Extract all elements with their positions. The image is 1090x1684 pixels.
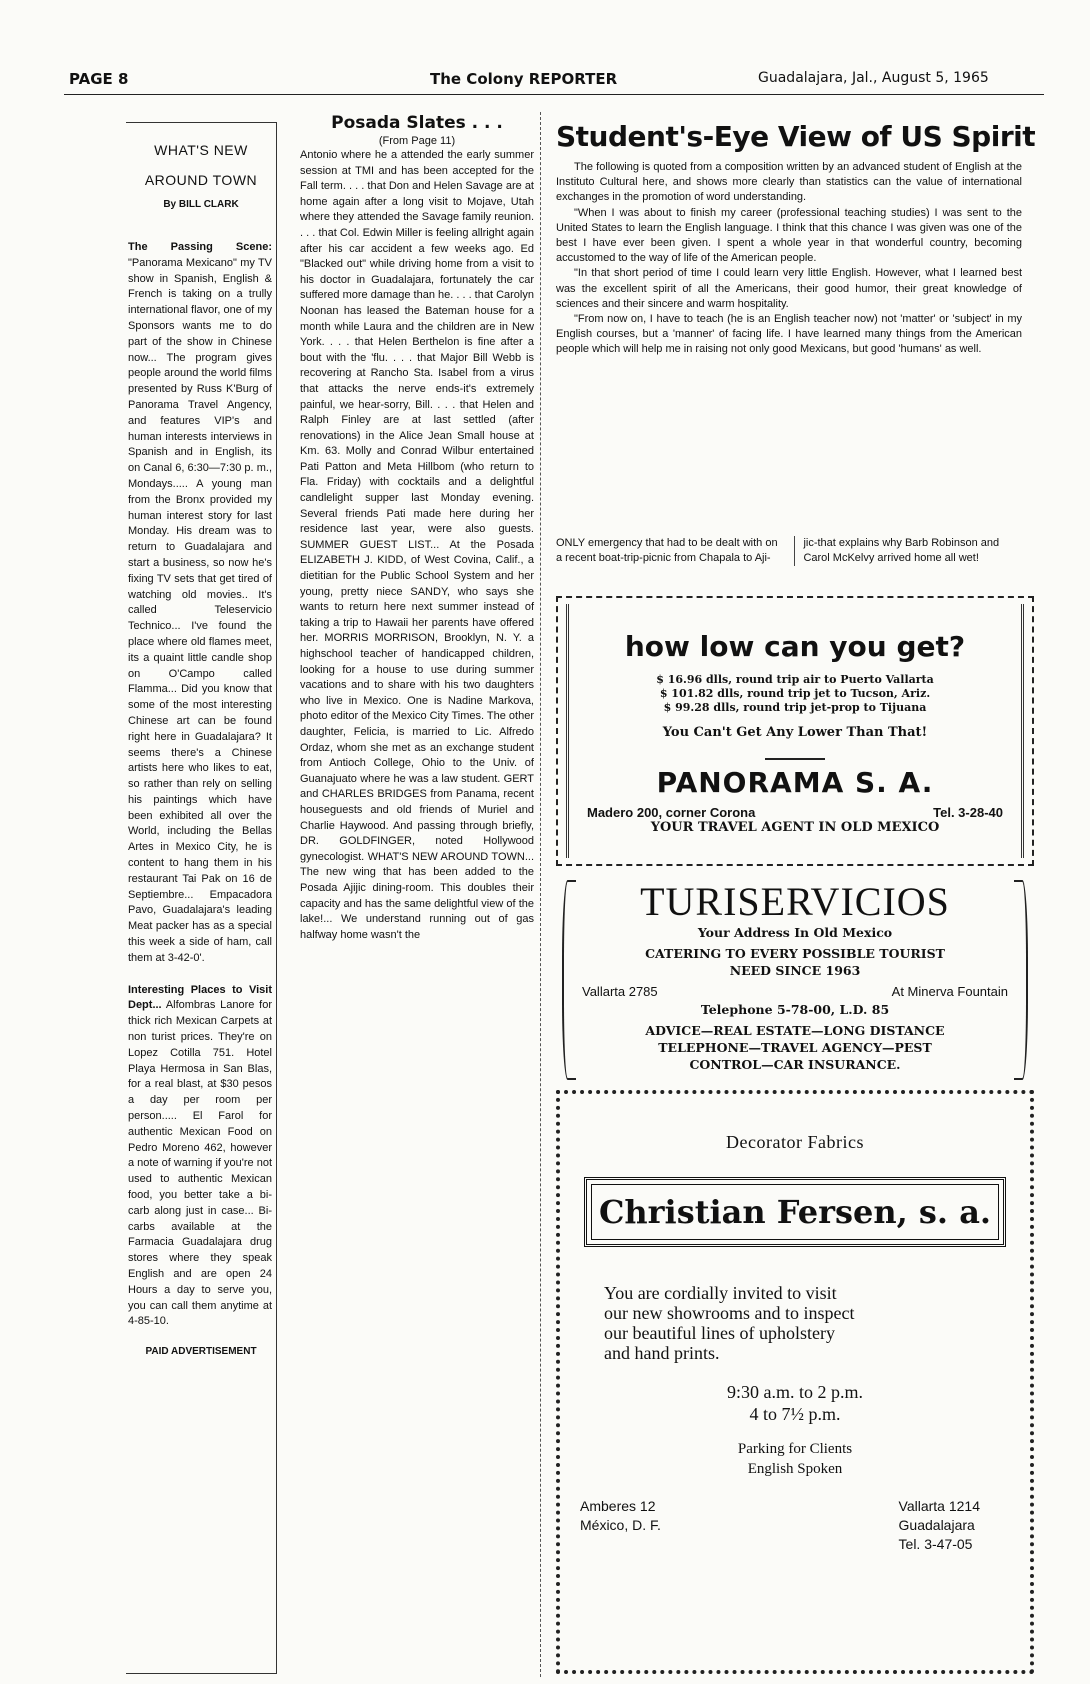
store-addresses: [560, 1497, 1030, 1554]
ad-headline: how low can you get?: [624, 630, 966, 663]
services-line: TELEPHONE—TRAVEL AGENCY—PEST: [658, 1040, 932, 1055]
byline: By BILL CLARK: [163, 199, 239, 210]
amenities: [560, 1439, 1030, 1479]
column-title-line1: WHAT'S NEW: [154, 142, 248, 158]
invitation-text: You are cordially invited to visit our new showrooms and to inspect our beautiful lines of upholstery and hand prints.: [604, 1283, 855, 1363]
company-address-row: [569, 799, 1021, 820]
catering-line: CATERING TO EVERY POSSIBLE TOURIST: [645, 946, 945, 961]
page-number: PAGE 8: [69, 70, 129, 88]
article-paragraph: "In that short period of time I could learn very little English. However, what I learned best was the excellent spirit of all the Americans, their good humor, their great knowledge of sciences and their sincere and warm hospitality.: [556, 267, 1022, 310]
services-line: CONTROL—CAR INSURANCE.: [689, 1057, 901, 1072]
article-body: Antonio where he a attended the early summer session at TMI and has been accepted for the Fall term. . . . that Don and Helen Savage are at home again after a long visit to Mojave, Utah where they attended the Savage family reunion. . . . that Col. Edwin Miller is feeling allright again after his car accident a few weeks ago. Ed "Blacked out" while driving home from a visit to his doctor in Guadalajara, fortunately the car suffered more damage than he. . . . that Carolyn Noonan has leased the Bateman house for a month while Laura and the children are in New York. . . . that Helen Berthelon is fine after a bout with the 'flu. . . . that Major Bill Webb is recovering at Rancho Sta. Isabel from a virus that attacks the nerve ends-it's extremely painful, we hear-sorry, Bill. . . . that Helen and Ralph Finley are at last settled (after renovations) in the Alice Jean Small house at Km. 63. Molly and Conrad Wilbur entertained Pati Patton and Meta Hillbom (who return to Fla. Friday) with cocktails and a delightful candlelight supper last Monday evening. Several friends Pati made here during her residence last year, were also guests. SUMMER GUEST LIST... At the Posada ELIZABETH J. KIDD, of West Covina, Calif., a dietitian for the Public School System and her young, pretty niece SANDY, who says she wants to return here next summer instead of taking a trip to Hawaii her parents have offered her. MORRIS MORRISON, Brooklyn, N. Y. a highschool teacher of handicapped children, looking for a house to use during summer vacations and to share with his two daughters who live in Mexico. One is Nadine Markova, photo editor of the Mexico City Times. The other daughter, Felicia, is married to Lic. Alfredo Ordaz, whom she met as an exchange student from Antioch College, Ohio to the Univ. of Guanajuato where he was a law student. GERT and CHARLES BRIDGES from Panama, recent houseguests and old friends of Muriel and Charlie Haywood. And passing through briefly, DR. GOLDFINGER, noted Hollywood gynecologist. WHAT'S NEW AROUND TOWN... The new wing that has been added to the Posada Ajijic dining-room. This doubles their capacity and has the same delightful view of the lake!... We understand running out of gas halfway home wasn't the: [300, 149, 534, 941]
services-line: ADVICE—REAL ESTATE—LONG DISTANCE: [645, 1023, 945, 1038]
guadalajara-address: [899, 1497, 980, 1554]
ad-category: Decorator Fabrics: [726, 1132, 864, 1152]
paragraph-lead: Interesting Places to Visit Dept...: [128, 983, 272, 1012]
brief-part-2: jic-that explains why Barb Robinson and Carol McKelvy arrived home all wet!: [803, 537, 1000, 564]
article-headline: Student's-Eye View of US Spirit: [556, 120, 1036, 153]
column-title: [126, 135, 276, 195]
ad-slogan: YOUR TRAVEL AGENT IN OLD MEXICO: [650, 820, 940, 835]
ad-border: [566, 604, 1024, 858]
price-line: $ 101.82 dlls, round trip jet to Tucson, Ariz.: [659, 687, 931, 700]
article-paragraph: "When I was about to finish my career (professional teaching studies) I was sent to the United States to learn the English language. I think that this chance I was given was one of the best I have ever been given. I spent a whole year in that wonderful country, becoming accustomed to the way of life of the American people.: [556, 206, 1022, 265]
turiservicios-ad: [562, 880, 1028, 1076]
header-rule: [64, 94, 1044, 95]
paragraph-text: "Panorama Mexicano" my TV show in Spanish, English & French is taking on a trully international flavor, one of my Sponsors wants me to do part of the show in Chinese now... The program gives people around the world films presented by Russ K'Burg of Panorama Travel Angency, and features VIP's and human interests interviews in Spanish and in English, its on Canal 6, 6:30—7:30 p. m., Mondays..... A young man from the Bronx provided my human interest story for last Monday. His dream was to return to Guadalajara and start a business, so now he's fixing TV sets that get tired of watching old movies.. It's called Teleservicio Technico... I've found the place where old flames meet, its a quaint little candle shop on O'Campo called Flamma... Did you know that some of the most interesting Chinese art can be found right here in Guadalajara? It seems there's a Chinese artists here who likes to eat, so rather than rely on selling his paintings which have been exhibited all over the World, including the Bellas Artes in Mexico City, he is content to hang them in his restaurant Tai Pak on 16 de Septiembre... Empacadora Pavo, Guadalajara's leading Meat packer has as a special this week a side of ham, call them at 3-42-0'.: [128, 256, 272, 964]
left-bracket: [562, 880, 576, 1080]
address-row: [562, 983, 1028, 1001]
company-name: TURISERVICIOS: [640, 879, 950, 924]
hours-line: 9:30 a.m. to 2 p.m.: [727, 1382, 863, 1402]
newspaper-name: The Colony REPORTER: [430, 70, 618, 88]
paragraph-text: Alfombras Lanore for thick rich Mexican Carpets at non turist prices. They're on Lopez Cotilla 751. Hotel Playa Hermosa in San Blas, for a real blast, at $30 pesos a day per room per person..... El Farol for authentic Mexican Food on Pedro Moreno 462, however a note of warning if you're not used to authentic Mexican food, you better take a bi-carb along just in case... Bi-carbs available at the Farmacia Guadalajara drug stores where they speak English and are open 24 Hours a day to serve you, you can call them anytime at 4-85-10.: [128, 999, 272, 1328]
paragraph-places: [126, 983, 276, 1331]
address-line: México, D. F.: [580, 1517, 661, 1533]
article-continuation: (From Page 11): [378, 135, 456, 147]
address-line: Vallarta 1214: [898, 1498, 980, 1514]
address-line: Amberes 12: [580, 1498, 656, 1514]
column-title-line2: AROUND TOWN: [144, 172, 258, 188]
language-note: English Spoken: [747, 1461, 843, 1477]
parking-note: Parking for Clients: [737, 1441, 853, 1457]
posada-slates-column: [300, 112, 541, 1677]
opening-hours: [560, 1381, 1030, 1425]
dateline: Guadalajara, Jal., August 5, 1965: [758, 70, 989, 86]
tagline: Your Address In Old Mexico: [697, 925, 893, 940]
article-intro: The following is quoted from a composition written by an advanced student of English at the Instituto Cultural here, and shows more clearly than statistics can the value of international exchanges in the promotion of word understanding.: [556, 161, 1022, 204]
mexico-city-address: [580, 1497, 661, 1554]
price-line: $ 99.28 dlls, round trip jet-prop to Tijuana: [663, 701, 927, 714]
price-line: $ 16.96 dlls, round trip air to Puerto Vallarta: [656, 673, 934, 686]
boat-trip-brief: [556, 536, 1022, 566]
hours-line: 4 to 7½ p.m.: [749, 1404, 841, 1424]
brief-part-1: ONLY emergency that had to be dealt with on a recent boat-trip-picnic from Chapala to Aji-: [556, 536, 795, 566]
panorama-ad: [556, 596, 1034, 866]
company-name-box: [584, 1177, 1006, 1247]
ad-tagline: You Can't Get Any Lower Than That!: [662, 725, 928, 740]
paragraph-passing-scene: [126, 240, 276, 967]
company-name: Christian Fersen, s. a.: [591, 1184, 999, 1240]
paragraph-lead: The Passing Scene:: [128, 241, 272, 253]
paid-advertisement-label: PAID ADVERTISEMENT: [145, 1346, 257, 1358]
student-article: [556, 160, 1022, 358]
since-line: NEED SINCE 1963: [729, 963, 861, 978]
article-paragraph: "From now on, I have to teach (he is an English teacher now) not 'matter' or 'subject' in my English courses, but a 'manner' of facing life. I have learned many things from the American people which will help me in raising not only good Mexicans, but good 'humans' as well.: [556, 313, 1022, 356]
phone: Tel. 3-28-40: [933, 805, 1003, 820]
article-title: Posada Slates . . .: [331, 113, 503, 133]
right-bracket: [1014, 880, 1028, 1080]
company-name: PANORAMA S. A.: [656, 766, 934, 799]
price-list: [569, 673, 1021, 715]
christian-fersen-ad: [556, 1090, 1034, 1674]
location: At Minerva Fountain: [891, 984, 1008, 999]
address: Madero 200, corner Corona: [587, 805, 756, 820]
address-line: Tel. 3-47-05: [898, 1536, 973, 1552]
address: Vallarta 2785: [582, 984, 658, 999]
divider: [765, 758, 825, 760]
address-line: Guadalajara: [898, 1517, 975, 1533]
whats-new-column: [126, 122, 277, 1674]
phone: Telephone 5-78-00, L.D. 85: [700, 1002, 890, 1017]
